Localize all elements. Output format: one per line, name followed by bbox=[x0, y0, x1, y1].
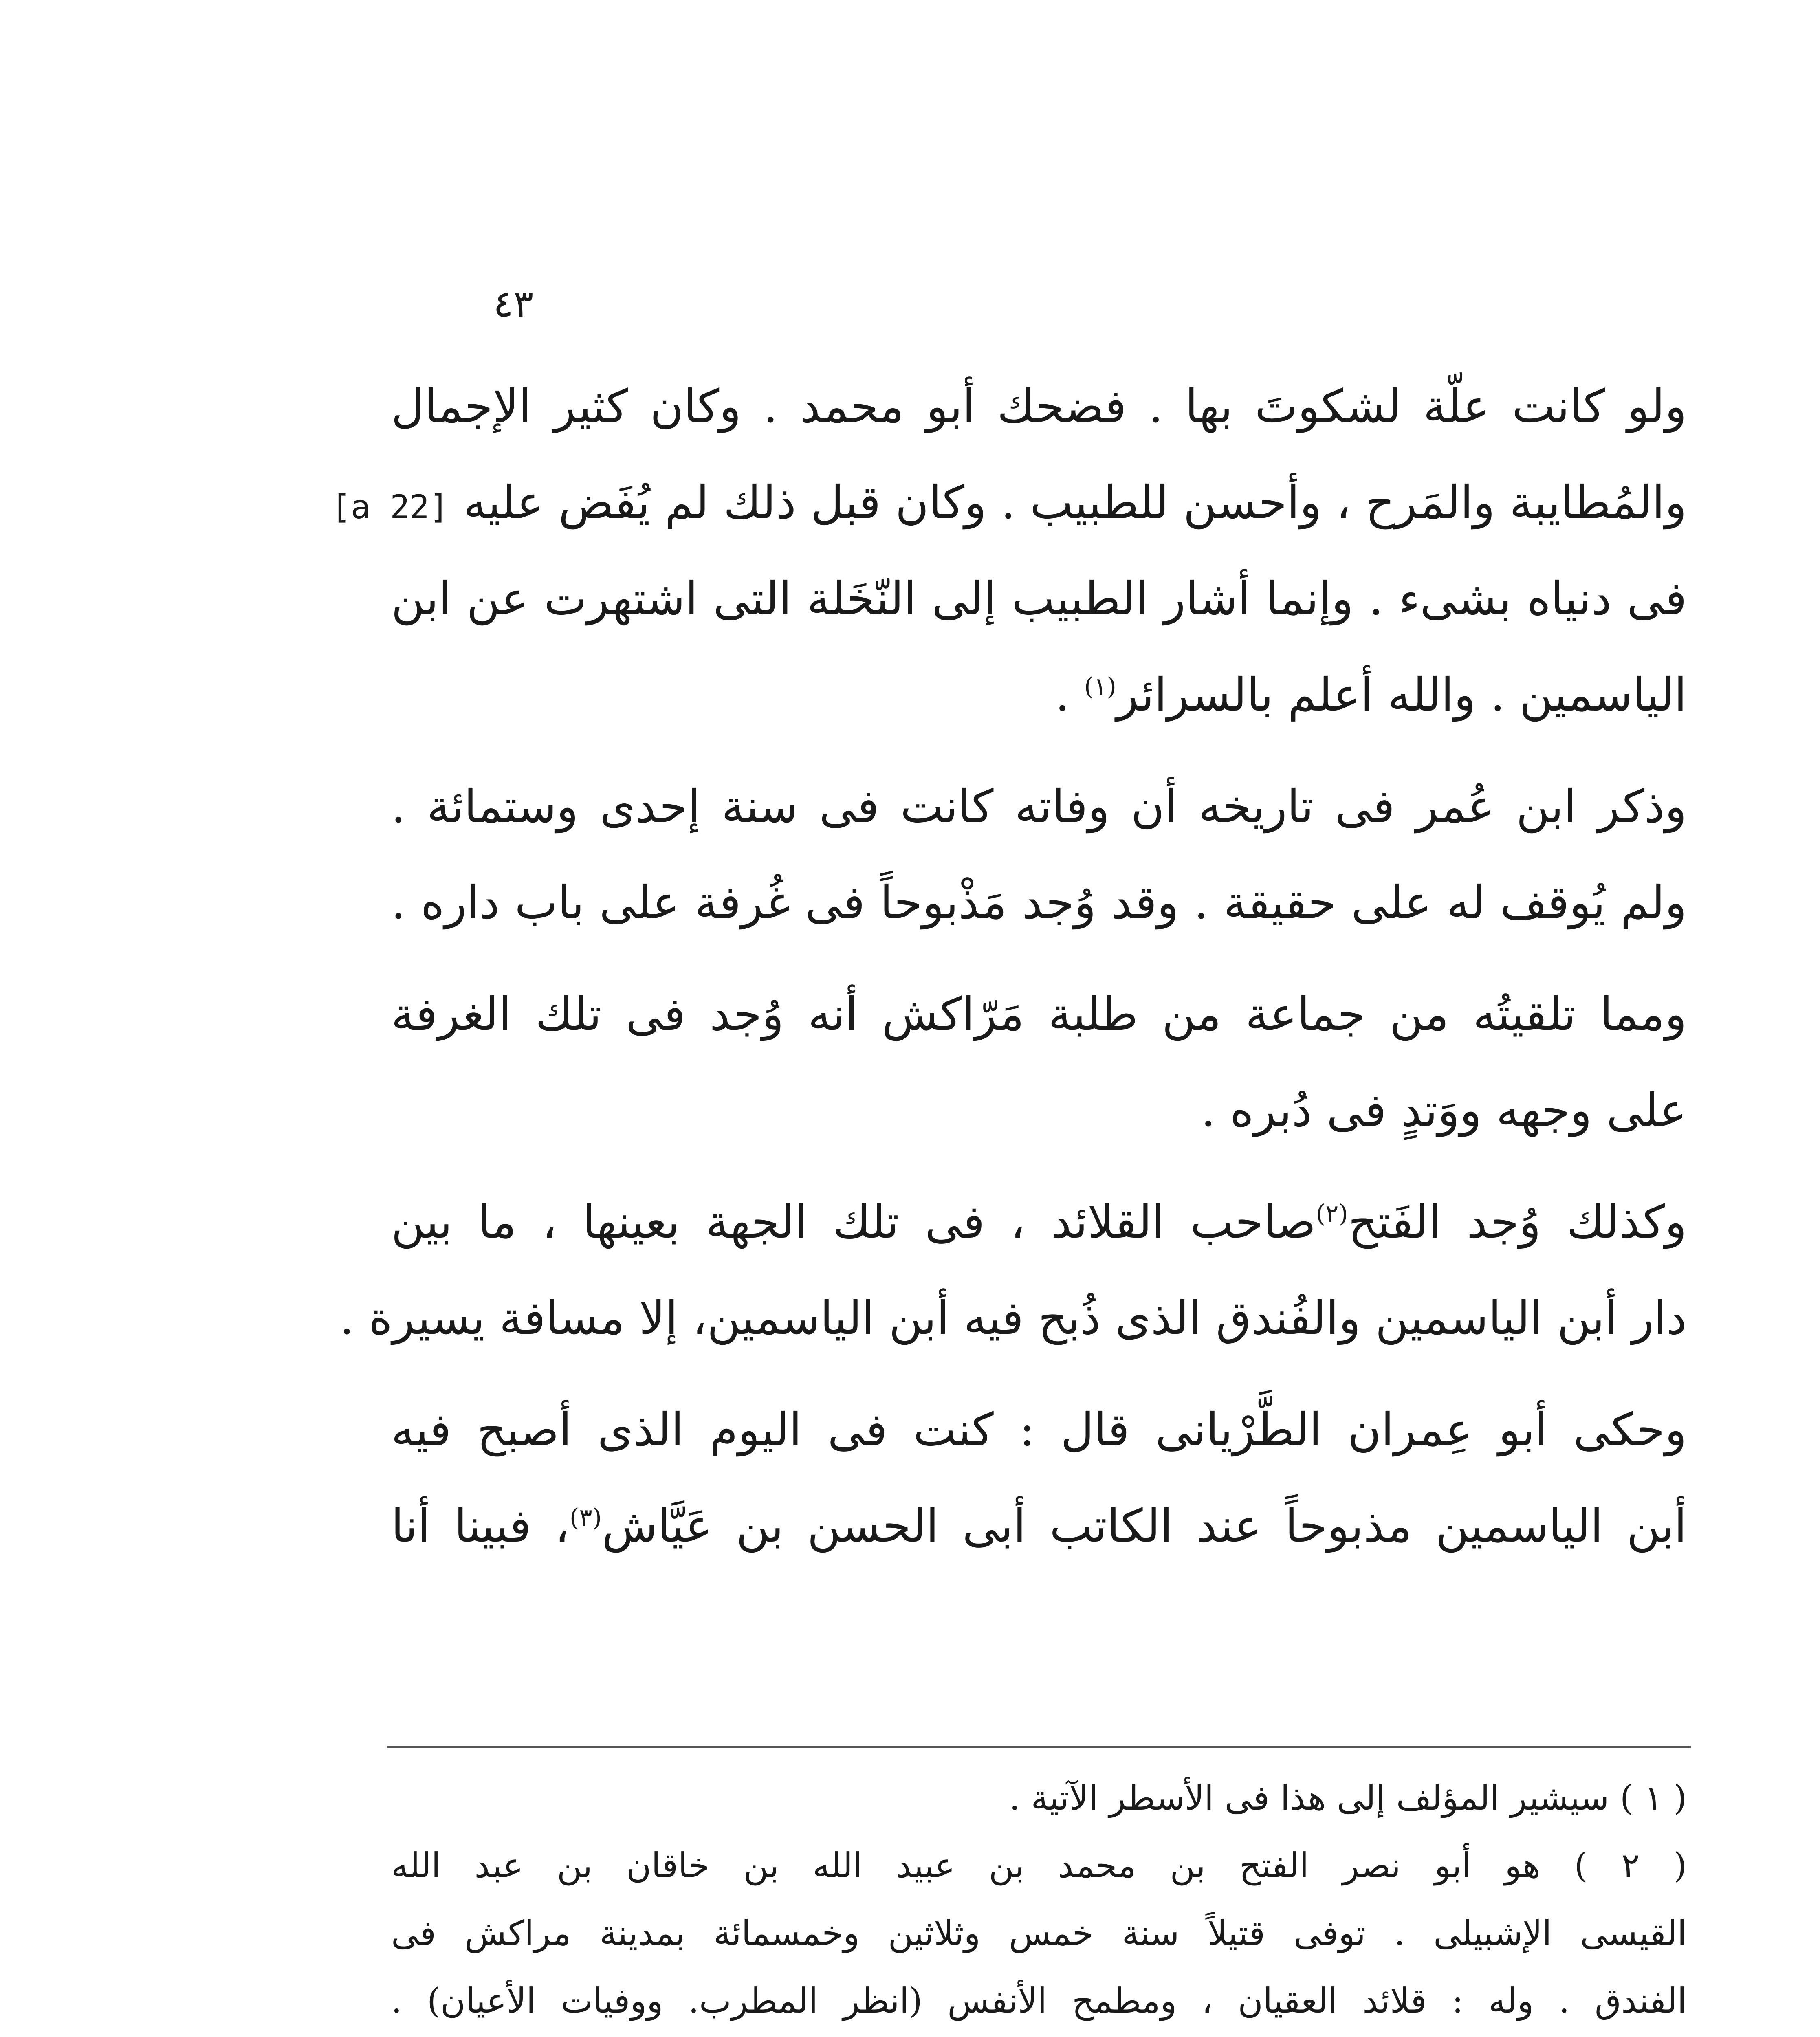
text-line-9-end: صاحب القلائد ، فى تلك الجهة بعينها ، ما بين bbox=[391, 1196, 1316, 1249]
text-line-12-start: أبن الياسمين مذبوحاً عند الكاتب أبى الحسن بن عَيَّاش bbox=[602, 1500, 1687, 1553]
text-line-4 bbox=[391, 647, 1687, 743]
paragraph-gap bbox=[391, 743, 1687, 759]
text-line-2 bbox=[331, 455, 1687, 551]
text-line-7: ومما تلقيتُه من جماعة من طلبة مَرّاكش أنه وُجد فى تلك الغرفة bbox=[391, 988, 1687, 1041]
footnote-ref-1: (١) bbox=[1084, 672, 1116, 701]
text-line-12 bbox=[391, 1478, 1687, 1574]
footnote-ref-3: (٣) bbox=[569, 1503, 602, 1532]
footnote-3-line-1 bbox=[391, 2035, 1687, 2037]
text-line-10: دار أبن الياسمين والفُندق الذى ذُبح فيه أبن الياسمين، إلا مسافة يسيرة . bbox=[339, 1292, 1687, 1345]
manuscript-folio-ref: [22 a] bbox=[331, 488, 449, 526]
paragraph-gap bbox=[391, 1159, 1687, 1174]
page-number: ٤٣ bbox=[493, 282, 534, 326]
footnote-ref-2: (٢) bbox=[1316, 1199, 1348, 1228]
text-line-5: وذكر ابن عُمر فى تاريخه أن وفاته كانت فى سنة إحدى وستمائة . bbox=[391, 780, 1687, 833]
text-line-11: وحكى أبو عِمران الطَّرْيانى قال : كنت فى اليوم الذى أصبح فيه bbox=[391, 1403, 1687, 1456]
footnote-2-line-3: الفندق . وله : قلائد العقيان ، ومطمح الأنفس (انظر المطرب. ووفيات الأعيان) . bbox=[391, 1981, 1687, 2021]
text-line-2-body: والمُطايبة والمَرح ، وأحسن للطبيب . وكان قبل ذلك لم يُفَض عليه bbox=[463, 476, 1687, 529]
text-line-4-end: . bbox=[1055, 669, 1084, 722]
text-line-8: على وجهه ووَتدٍ فى دُبره . bbox=[1201, 1084, 1687, 1137]
footnote-2-line-2: القيسى الإشبيلى . توفى قتيلاً سنة خمس وثلاثين وخمسمائة بمدينة مراكش فى bbox=[391, 1913, 1687, 1953]
text-line-6: ولم يُوقف له على حقيقة . وقد وُجد مَذْبوحاً فى غُرفة على باب داره . bbox=[391, 876, 1687, 929]
text-line-1: ولو كانت علّة لشكوتَ بها . فضحك أبو محمد . وكان كثير الإجمال bbox=[391, 380, 1687, 433]
main-text bbox=[331, 359, 1687, 1574]
footnote-2-line-1: ( ٢ ) هو أبو نصر الفتح بن محمد بن عبيد الله بن خاقان بن عبد الله bbox=[391, 1846, 1687, 1885]
text-line-12-end: ، فبينا أنا bbox=[391, 1500, 570, 1553]
paragraph-gap bbox=[391, 951, 1687, 966]
footnotes bbox=[391, 1764, 1687, 2037]
paragraph-gap bbox=[391, 1366, 1687, 1382]
text-line-4-body: الياسمين . والله أعلم بالسرائر bbox=[1116, 669, 1687, 722]
footnote-separator bbox=[387, 1746, 1691, 1748]
footnote-1: ( ١ ) سيشير المؤلف إلى هذا فى الأسطر الآتية . bbox=[1009, 1778, 1687, 1818]
text-line-9 bbox=[391, 1174, 1687, 1270]
text-line-9-start: وكذلك وُجد الفَتح bbox=[1348, 1196, 1687, 1249]
text-line-3: فى دنياه بشىء . وإنما أشار الطبيب إلى النّخَلة التى اشتهرت عن ابن bbox=[391, 572, 1687, 625]
